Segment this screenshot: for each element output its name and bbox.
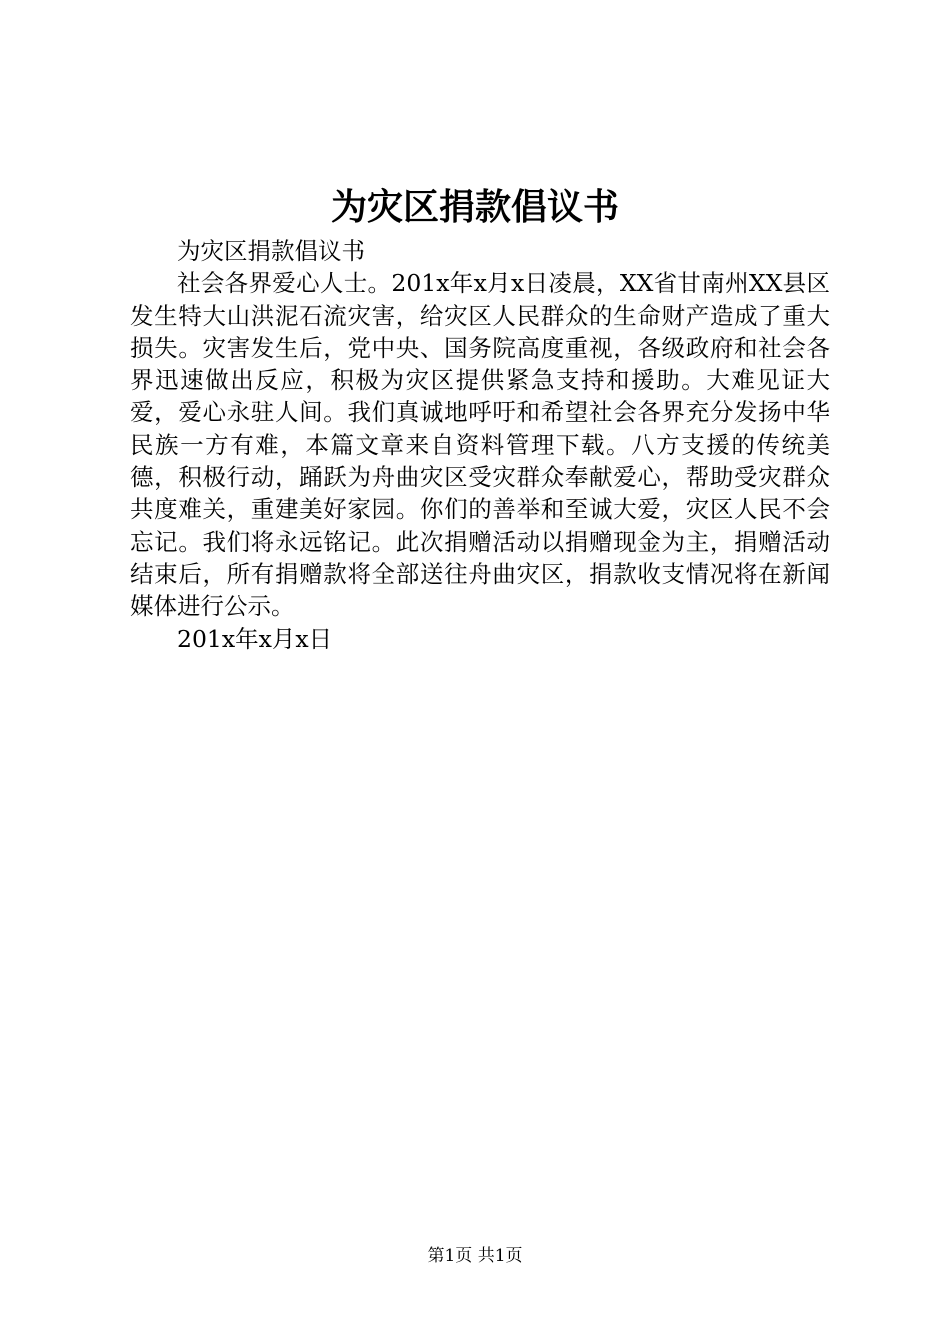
document-body bbox=[130, 235, 830, 655]
date-line: 201x年x月x日 bbox=[177, 624, 333, 653]
body-heading-line: 为灾区捐款倡议书 bbox=[177, 237, 365, 265]
body-paragraph: 社会各界爱心人士。201x年x月x日凌晨，XX省甘南州XX县区发生特大山洪泥石流灾害，给灾区人民群众的生命财产造成了重大损失。灾害发生后，党中央、国务院高度重视，各级政府和社会各界迅速做出反应，积极为灾区提供紧急支持和援助。大难见证大爱，爱心永驻人间。我们真诚地呼吁和希望社会各界充分发扬中华民族一方有难，本篇文章来自资料管理下载。八方支援的传统美德，积极行动，踊跃为舟曲灾区受灾群众奉献爱心，帮助受灾群众共度难关，重建美好家园。你们的善举和至诚大爱，灾区人民不会忘记。我们将永远铭记。此次捐赠活动以捐赠现金为主，捐赠活动结束后，所有捐赠款将全部送往舟曲灾区，捐款收支情况将在新闻媒体进行公示。 bbox=[130, 269, 830, 621]
page-footer: 第1页 共1页 bbox=[427, 1246, 523, 1266]
document-title: 为灾区捐款倡议书 bbox=[330, 186, 619, 228]
